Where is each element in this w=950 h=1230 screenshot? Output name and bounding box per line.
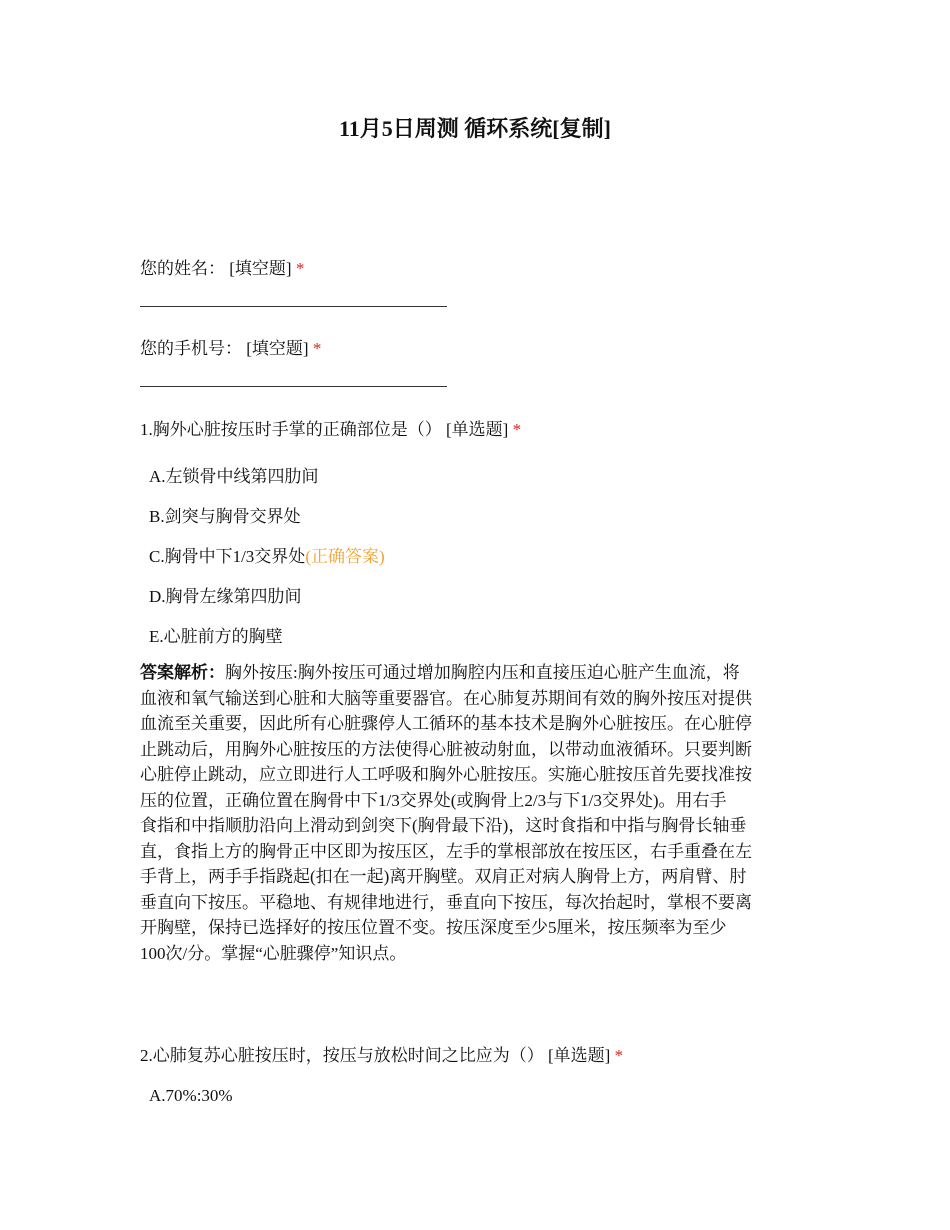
name-input-line[interactable] — [140, 306, 447, 307]
question-type: [填空题] — [246, 339, 309, 358]
page-title: 11月5日周测 循环系统[复制] — [339, 116, 611, 141]
analysis-line: 手背上，两手手指跷起(扣在一起)离开胸壁。双肩正对病人胸骨上方，两肩臂、肘 — [140, 867, 747, 886]
phone-input-line[interactable] — [140, 386, 447, 387]
question-2 — [140, 1041, 623, 1066]
option-d: D.胸骨左缘第四肋间 — [149, 587, 302, 606]
analysis-line: 压的位置，正确位置在胸骨中下1/3交界处(或胸骨上2/3与下1/3交界处)。用右手 — [140, 790, 727, 810]
required-mark: * — [512, 420, 522, 439]
analysis-line: 止跳动后，用胸外心脏按压的方法使得心脏被动射血，以带动血液循环。只要判断 — [140, 739, 752, 759]
question-type: [单选题] — [446, 420, 509, 439]
correct-answer-tag: (正确答案) — [305, 547, 385, 566]
question-type: [单选题] — [548, 1046, 611, 1065]
analysis-line: 血液和氧气输送到心脏和大脑等重要器官。在心肺复苏期间有效的胸外按压对提供 — [140, 688, 752, 708]
analysis-line: 食指和中指顺肋沿向上滑动到剑突下(胸骨最下沿)，这时食指和中指与胸骨长轴垂 — [140, 816, 747, 835]
phone-question — [140, 334, 321, 359]
question-label: 您的手机号： — [140, 339, 242, 358]
question-text: 1.胸外心脏按压时手掌的正确部位是（） — [140, 420, 442, 439]
question-text: 2.心肺复苏心脏按压时，按压与放松时间之比应为（） — [140, 1046, 544, 1065]
question-type: [填空题] — [229, 259, 292, 278]
analysis-line: 100次/分。掌握“心脏骤停”知识点。 — [140, 943, 407, 963]
analysis-line: 胸外按压:胸外按压可通过增加胸腔内压和直接压迫心脏产生血流，将 — [225, 663, 740, 682]
option-a: A.70%:30% — [149, 1086, 233, 1105]
required-mark: * — [295, 259, 305, 278]
required-mark: * — [312, 339, 322, 358]
option-text: C.胸骨中下1/3交界处 — [149, 547, 306, 566]
option-b: B.剑突与胸骨交界处 — [149, 507, 301, 526]
required-mark: * — [614, 1046, 624, 1065]
option-a: A.左锁骨中线第四肋间 — [149, 467, 319, 486]
question-1 — [140, 415, 521, 440]
name-question — [140, 254, 304, 279]
option-e: E.心脏前方的胸壁 — [149, 627, 283, 646]
analysis-line: 开胸壁，保持已选择好的按压位置不变。按压深度至少5厘米，按压频率为至少 — [140, 918, 727, 937]
analysis-line: 血流至关重要，因此所有心脏骤停人工循环的基本技术是胸外心脏按压。在心脏停 — [140, 714, 752, 733]
analysis-line: 心脏停止跳动，应立即进行人工呼吸和胸外心脏按压。实施心脏按压首先要找准按 — [140, 765, 752, 784]
option-c — [149, 542, 385, 567]
answer-analysis — [140, 660, 820, 966]
analysis-line: 垂直向下按压。平稳地、有规律地进行，垂直向下按压，每次抬起时，掌根不要离 — [140, 892, 752, 912]
analysis-label: 答案解析： — [140, 663, 225, 682]
analysis-line: 直，食指上方的胸骨正中区即为按压区，左手的掌根部放在按压区，右手重叠在左 — [140, 841, 752, 861]
question-label: 您的姓名： — [140, 259, 225, 278]
